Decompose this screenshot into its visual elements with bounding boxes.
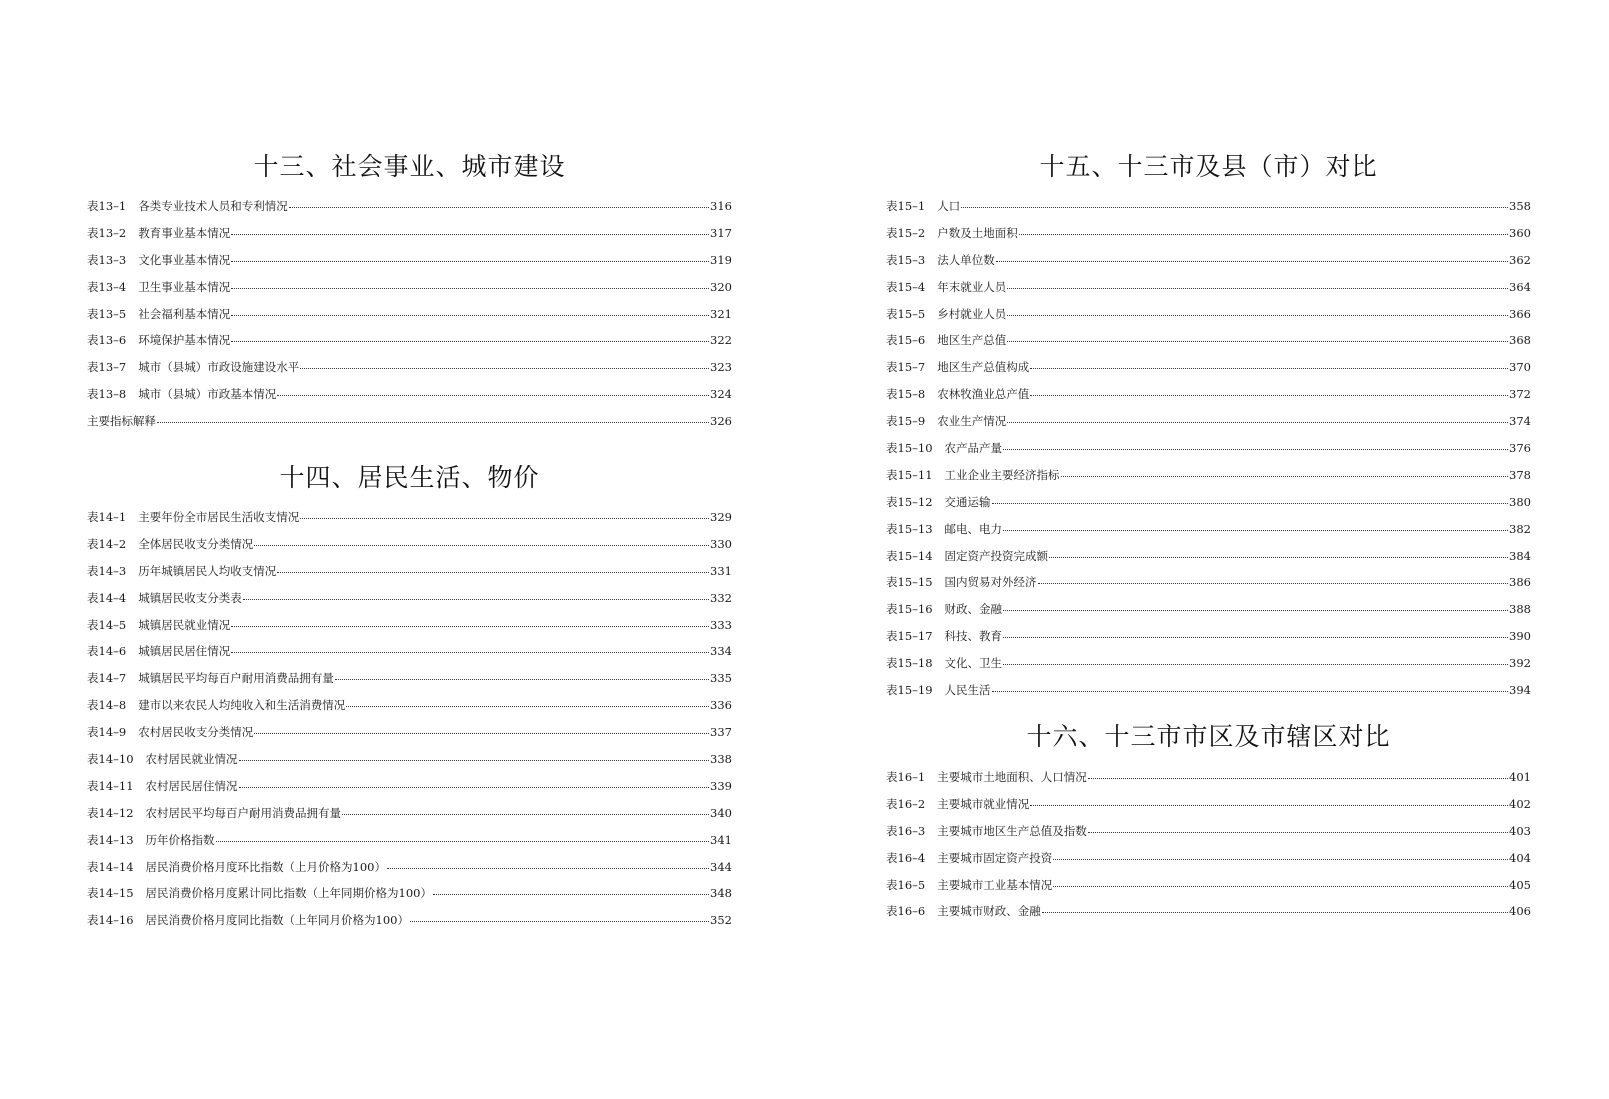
toc-entry-page: 316 [710,199,732,213]
dot-leader [1053,886,1508,887]
toc-entry-title: 环境保护基本情况 [138,333,231,348]
toc-entry-title: 文化事业基本情况 [138,252,231,267]
toc-entry-page: 323 [710,360,732,375]
toc-entry-title: 居民消费价格月度同比指数（上年同月价格为100） [145,913,409,928]
toc-entry-code: 表14–7 [87,671,127,686]
dot-leader [231,652,709,653]
toc-entry-page: 366 [1509,306,1531,321]
toc-entry-title: 主要城市财政、金融 [937,904,1041,919]
dot-leader [231,234,709,235]
toc-entry[interactable] [886,360,1531,387]
dot-leader [1061,476,1509,477]
toc-entry[interactable] [886,878,1531,905]
toc-entry-page: 360 [1509,225,1531,240]
dot-leader [277,572,709,573]
toc-entry[interactable] [87,360,732,387]
toc-entry-code: 表13–2 [87,225,127,240]
toc-entry-page: 321 [710,306,732,321]
toc-entry-code: 表13–7 [87,360,127,375]
toc-entry-page: 378 [1509,467,1531,482]
toc-entry-page: 335 [710,671,732,686]
dot-leader [1019,234,1508,235]
toc-entry-code: 表14–8 [87,698,127,713]
dot-leader [300,368,709,369]
toc-entry-title: 历年价格指数 [145,832,215,847]
toc-entry[interactable] [87,752,732,779]
toc-entry-code: 表15–4 [886,279,926,294]
toc-entry-title: 历年城镇居民人均收支情况 [138,563,277,578]
toc-entry-title: 农村居民就业情况 [145,752,238,767]
toc-entry-page: 330 [710,536,732,551]
dot-leader [243,599,709,600]
toc-entry-title: 科技、教育 [944,629,1003,644]
dot-leader [277,395,709,396]
toc-list-13 [87,199,732,441]
toc-entry-code: 表15–5 [886,306,926,321]
dot-leader [1003,637,1508,638]
toc-entry-title: 城镇居民收支分类表 [138,590,242,605]
toc-entry-title: 城镇居民就业情况 [138,617,231,632]
toc-entry[interactable] [886,468,1531,495]
toc-entry-code: 表15–2 [886,225,926,240]
toc-entry-title: 主要城市工业基本情况 [937,877,1053,892]
toc-entry[interactable] [87,913,732,940]
toc-entry-page: 388 [1509,602,1531,617]
toc-entry[interactable] [886,253,1531,280]
toc-entry[interactable] [886,333,1531,360]
dot-leader [239,760,710,761]
toc-entry-page: 402 [1509,796,1531,811]
toc-entry-page: 329 [710,510,732,524]
toc-entry-page: 340 [710,805,732,820]
toc-entry-page: 352 [710,913,732,928]
toc-entry-page: 380 [1509,494,1531,509]
toc-entry-title: 城市（县城）市政设施建设水平 [138,360,300,375]
toc-entry-code: 表14–12 [87,805,134,820]
toc-entry[interactable] [87,644,732,671]
toc-entry-code: 表14–5 [87,617,127,632]
toc-entry-title: 农村居民居住情况 [145,778,238,793]
toc-entry-code: 表13–6 [87,333,127,348]
toc-entry-title: 农业生产情况 [937,414,1007,429]
toc-entry-code: 表15–19 [886,683,933,698]
toc-entry-code: 表13–3 [87,252,127,267]
toc-entry-code: 表15–1 [886,199,926,213]
toc-entry-page: 392 [1509,656,1531,671]
dot-leader [289,207,709,208]
toc-entry-page: 376 [1509,441,1531,456]
dot-leader [1030,805,1508,806]
toc-entry-code: 表14–13 [87,832,134,847]
toc-entry-page: 337 [710,725,732,740]
toc-entry-page: 336 [710,698,732,713]
toc-entry-code: 表13–1 [87,199,127,213]
dot-leader [231,626,709,627]
toc-entry-page: 317 [710,225,732,240]
toc-entry[interactable] [886,797,1531,824]
toc-entry[interactable] [886,770,1531,797]
toc-entry[interactable] [886,602,1531,629]
toc-entry-page: 334 [710,644,732,659]
toc-entry-title: 户数及土地面积 [937,225,1018,240]
toc-entry-title: 固定资产投资完成额 [944,548,1049,563]
dot-leader [1088,832,1508,833]
toc-entry-title: 城镇居民平均每百户耐用消费品拥有量 [138,671,334,686]
dot-leader [1003,610,1508,611]
toc-entry-page: 324 [710,387,732,402]
toc-entry[interactable] [87,671,732,698]
toc-entry-title: 城镇居民居住情况 [138,644,231,659]
toc-entry[interactable] [886,199,1531,226]
toc-entry-code: 表14–3 [87,563,127,578]
toc-entry-page: 320 [710,279,732,294]
dot-leader [433,894,709,895]
toc-entry-title: 各类专业技术人员和专利情况 [138,199,288,213]
toc-entry-page: 390 [1509,629,1531,644]
dot-leader [216,841,710,842]
toc-entry-title: 居民消费价格月度环比指数（上月价格为100） [145,859,386,874]
toc-list-15 [886,199,1531,710]
toc-entry[interactable] [87,333,732,360]
dot-leader [1007,288,1508,289]
toc-entry-page: 382 [1509,521,1531,536]
toc-entry-page: 370 [1509,360,1531,375]
toc-entry[interactable] [886,824,1531,851]
toc-entry[interactable] [87,414,732,441]
toc-entry-title: 乡村就业人员 [937,306,1007,321]
toc-entry-page: 372 [1509,387,1531,402]
toc-entry[interactable] [87,833,732,860]
toc-entry-title: 社会福利基本情况 [138,306,231,321]
dot-leader [1003,664,1508,665]
toc-entry-title: 主要城市土地面积、人口情况 [937,770,1087,784]
dot-leader [1042,912,1508,913]
dot-leader [239,787,710,788]
toc-entry-page: 344 [710,859,732,874]
toc-entry-code: 表14–9 [87,725,127,740]
dot-leader [992,691,1509,692]
dot-leader [992,503,1509,504]
toc-entry-title: 城市（县城）市政基本情况 [138,387,277,402]
section-title-14: 十四、居民生活、物价 [279,463,540,492]
toc-entry-page: 332 [710,590,732,605]
dot-leader [1030,395,1508,396]
dot-leader [300,518,709,519]
dot-leader [1003,530,1508,531]
toc-entry-code: 表15–13 [886,521,933,536]
dot-leader [231,341,709,342]
toc-entry-code: 表16–1 [886,770,926,784]
toc-entry-page: 364 [1509,279,1531,294]
toc-entry-code: 表14–15 [87,886,134,901]
toc-entry-title: 主要城市就业情况 [937,796,1030,811]
toc-entry-code: 表14–11 [87,778,134,793]
toc-entry[interactable] [87,307,732,334]
dot-leader [387,868,709,869]
toc-entry[interactable] [87,253,732,280]
toc-entry-title: 主要城市固定资产投资 [937,850,1053,865]
toc-entry-title: 财政、金融 [944,602,1003,617]
toc-entry-title: 主要城市地区生产总值及指数 [937,823,1087,838]
toc-entry[interactable] [87,564,732,591]
toc-entry-page: 362 [1509,252,1531,267]
toc-entry-title: 主要年份全市居民生活收支情况 [138,510,300,524]
toc-entry[interactable] [87,860,732,887]
toc-entry-title: 卫生事业基本情况 [138,279,231,294]
toc-entry[interactable] [886,495,1531,522]
dot-leader [1007,315,1508,316]
toc-entry-title: 农产品产量 [944,441,1003,456]
toc-entry-title: 年末就业人员 [937,279,1007,294]
dot-leader [996,261,1508,262]
toc-entry[interactable] [87,779,732,806]
toc-entry-title: 农林牧渔业总产值 [937,387,1030,402]
toc-entry[interactable] [886,307,1531,334]
toc-entry-code: 表16–4 [886,850,926,865]
toc-list-14 [87,510,732,940]
toc-entry[interactable] [886,683,1531,710]
toc-entry-code: 表14–2 [87,536,127,551]
toc-entry-title: 工业企业主要经济指标 [944,467,1060,482]
toc-entry-code: 表15–10 [886,441,933,456]
toc-entry-code: 表15–18 [886,656,933,671]
toc-entry-title: 农村居民平均每百户耐用消费品拥有量 [145,805,342,820]
dot-leader [346,706,709,707]
toc-entry-page: 358 [1509,199,1531,213]
toc-entry[interactable] [886,387,1531,414]
toc-entry-page: 368 [1509,333,1531,348]
toc-entry[interactable] [87,510,732,537]
toc-entry[interactable] [87,537,732,564]
dot-leader [231,288,709,289]
toc-entry-code: 表15–15 [886,575,933,590]
toc-entry-page: 322 [710,333,732,348]
toc-entry-page: 331 [710,563,732,578]
toc-entry[interactable] [87,806,732,833]
toc-entry-title: 教育事业基本情况 [138,225,231,240]
toc-entry-code: 表15–12 [886,494,933,509]
toc-list-16 [886,770,1531,931]
toc-entry[interactable] [886,280,1531,307]
toc-entry[interactable] [886,414,1531,441]
toc-entry-title: 文化、卫生 [944,656,1003,671]
dot-leader [231,261,709,262]
toc-entry[interactable] [886,575,1531,602]
dot-leader [335,679,709,680]
toc-entry[interactable] [87,591,732,618]
dot-leader [231,315,709,316]
toc-entry-code: 表15–17 [886,629,933,644]
toc-entry-page: 339 [710,778,732,793]
toc-entry-code: 表14–4 [87,590,127,605]
toc-entry[interactable] [87,886,732,913]
toc-entry-page: 374 [1509,414,1531,429]
toc-entry-title: 人口 [937,199,961,213]
toc-entry-page: 333 [710,617,732,632]
dot-leader [1038,583,1509,584]
dot-leader [1053,859,1508,860]
toc-entry-code: 表13–5 [87,306,127,321]
toc-entry-page: 401 [1509,770,1531,784]
dot-leader [1088,778,1508,779]
dot-leader [410,921,709,922]
toc-entry-page: 348 [710,886,732,901]
toc-entry-code: 表13–4 [87,279,127,294]
dot-leader [1007,341,1508,342]
toc-entry[interactable] [886,441,1531,468]
toc-entry-code: 表15–11 [886,467,933,482]
toc-entry-code: 表14–10 [87,752,134,767]
toc-entry-page: 394 [1509,683,1531,698]
toc-entry[interactable] [886,629,1531,656]
toc-entry[interactable] [87,226,732,253]
toc-entry-code: 表14–1 [87,510,127,524]
toc-entry[interactable] [87,280,732,307]
section-title-16: 十六、十三市市区及市辖区对比 [1026,722,1391,751]
toc-entry[interactable] [87,199,732,226]
toc-entry-title: 全体居民收支分类情况 [138,536,254,551]
toc-entry-page: 384 [1509,548,1531,563]
toc-entry-page: 319 [710,252,732,267]
toc-entry-code: 表15–3 [886,252,926,267]
toc-entry-code: 表15–6 [886,333,926,348]
toc-entry-page: 405 [1509,877,1531,892]
toc-entry-page: 403 [1509,823,1531,838]
dot-leader [1003,449,1508,450]
toc-entry-title: 主要指标解释 [87,414,156,429]
toc-entry-title: 地区生产总值 [937,333,1007,348]
dot-leader [254,545,709,546]
toc-entry-title: 邮电、电力 [944,521,1003,536]
toc-entry[interactable] [87,725,732,752]
toc-entry-page: 404 [1509,850,1531,865]
toc-entry-title: 国内贸易对外经济 [944,575,1037,590]
dot-leader [961,207,1508,208]
toc-entry-title: 居民消费价格月度累计同比指数（上年同期价格为100） [145,886,432,901]
toc-entry[interactable] [87,698,732,725]
toc-entry-code: 表16–6 [886,904,926,919]
toc-entry[interactable] [886,522,1531,549]
toc-entry-title: 人民生活 [944,683,991,698]
section-title-15: 十五、十三市及县（市）对比 [1039,152,1378,181]
toc-entry[interactable] [87,387,732,414]
toc-entry-code: 表16–5 [886,877,926,892]
dot-leader [254,733,709,734]
toc-entry-code: 表15–16 [886,602,933,617]
toc-entry-page: 386 [1509,575,1531,590]
dot-leader [1007,422,1508,423]
toc-entry[interactable] [886,904,1531,931]
toc-entry-page: 338 [710,752,732,767]
dot-leader [342,814,709,815]
toc-entry-code: 表14–6 [87,644,127,659]
toc-entry-code: 表15–8 [886,387,926,402]
toc-entry-code: 表14–14 [87,859,134,874]
toc-entry-code: 表15–7 [886,360,926,375]
toc-entry-title: 地区生产总值构成 [937,360,1030,375]
toc-entry[interactable] [87,618,732,645]
section-title-13: 十三、社会事业、城市建设 [253,152,566,181]
toc-entry[interactable] [886,226,1531,253]
toc-entry-page: 341 [710,832,732,847]
toc-entry[interactable] [886,851,1531,878]
toc-entry-title: 交通运输 [944,494,991,509]
toc-entry-title: 建市以来农民人均纯收入和生活消费情况 [138,698,346,713]
dot-leader [1030,368,1508,369]
toc-entry-page: 406 [1509,904,1531,919]
toc-entry-title: 农村居民收支分类情况 [138,725,254,740]
toc-entry[interactable] [886,549,1531,576]
toc-entry[interactable] [886,656,1531,683]
dot-leader [1049,557,1508,558]
toc-entry-code: 表13–8 [87,387,127,402]
toc-entry-title: 法人单位数 [937,252,995,267]
toc-entry-code: 表15–9 [886,414,926,429]
toc-entry-code: 表16–2 [886,796,926,811]
toc-entry-code: 表14–16 [87,913,134,928]
toc-entry-code: 表16–3 [886,823,926,838]
dot-leader [157,422,709,423]
toc-entry-code: 表15–14 [886,548,933,563]
toc-entry-page: 326 [710,414,732,429]
